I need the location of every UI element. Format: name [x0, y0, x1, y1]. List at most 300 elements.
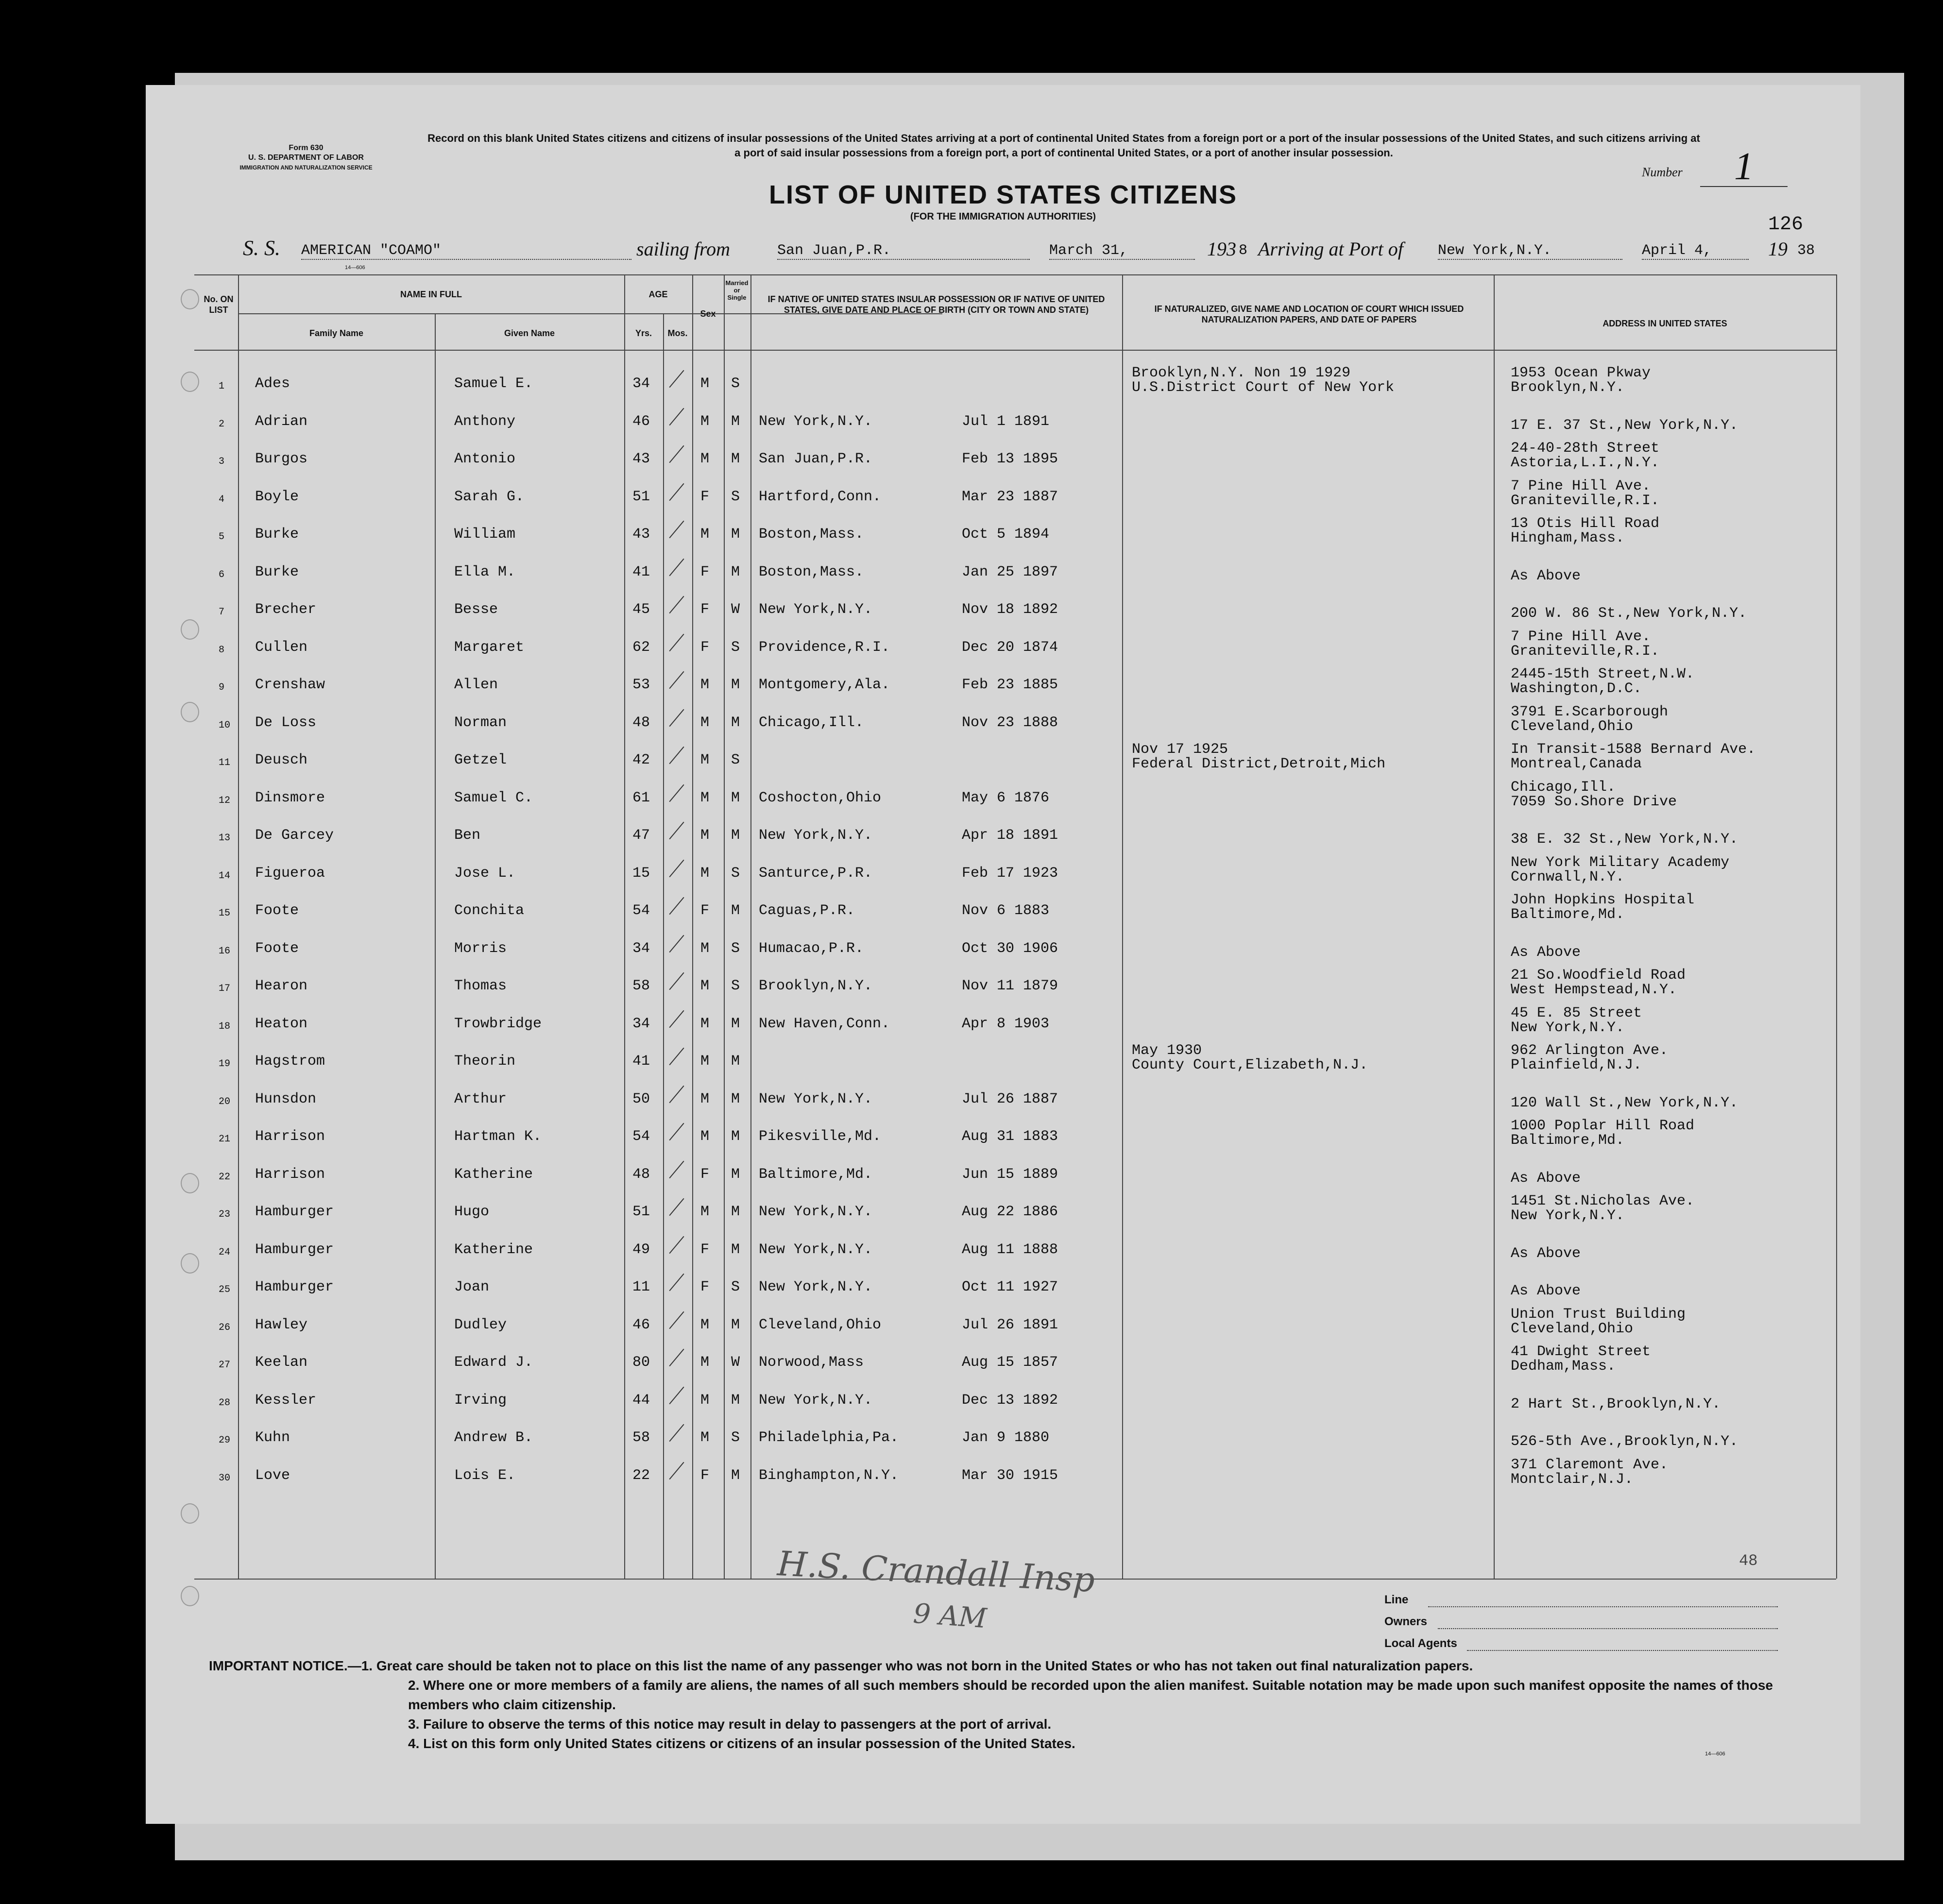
birthplace: Boston,Mass.	[759, 563, 864, 580]
birthplace: New York,N.Y.	[759, 1241, 873, 1258]
address-line-2: 200 W. 86 St.,New York,N.Y.	[1511, 605, 1747, 622]
months-tick-mark	[669, 1236, 684, 1254]
row-number: 6	[219, 569, 225, 580]
address-line-2: Cleveland,Ohio	[1511, 1320, 1634, 1337]
punch-hole	[181, 289, 199, 309]
birthplace: New York,N.Y.	[759, 1392, 873, 1409]
address-line-2: West Hempstead,N.Y.	[1511, 982, 1677, 998]
sex: F	[700, 1279, 710, 1295]
birthplace: Baltimore,Md.	[759, 1166, 873, 1183]
address-line-1: 7 Pine Hill Ave.	[1511, 477, 1651, 494]
birthdate: Oct 5 1894	[962, 526, 1050, 543]
sex: F	[700, 1241, 710, 1258]
birthplace: Pikesville,Md.	[759, 1128, 882, 1145]
address-line-2: New York,N.Y.	[1511, 1019, 1625, 1036]
months-tick-mark	[669, 521, 684, 539]
row-number: 18	[219, 1020, 231, 1032]
given-name: Conchita	[454, 902, 525, 919]
birthdate: Nov 11 1879	[962, 978, 1058, 994]
address-line-1: In Transit-1588 Bernard Ave.	[1511, 741, 1756, 758]
family-name: Keelan	[255, 1354, 308, 1371]
sex: F	[700, 639, 710, 656]
row-number: 21	[219, 1134, 231, 1145]
marital-status: M	[731, 1015, 740, 1032]
birthplace: Montgomery,Ala.	[759, 677, 890, 693]
birthdate: Feb 23 1885	[962, 677, 1058, 693]
address-line-2: Graniteville,R.I.	[1511, 643, 1660, 660]
age-years: 51	[632, 1204, 650, 1220]
sex: F	[700, 1467, 710, 1484]
naturalization-line-1: Nov 17 1925	[1132, 741, 1228, 758]
family-name: Kuhn	[255, 1429, 290, 1446]
months-tick-mark	[669, 972, 684, 990]
service: IMMIGRATION AND NATURALIZATION SERVICE	[239, 164, 373, 171]
birthdate: Aug 11 1888	[962, 1241, 1058, 1258]
birthdate: Feb 17 1923	[962, 865, 1058, 882]
family-name: Kessler	[255, 1392, 317, 1409]
family-name: Hamburger	[255, 1241, 334, 1258]
age-years: 58	[632, 978, 650, 994]
given-name: Ella M.	[454, 563, 516, 580]
address-line-1: 41 Dwight Street	[1511, 1343, 1651, 1360]
birthplace: Santurce,P.R.	[759, 865, 873, 882]
row-number: 27	[219, 1360, 231, 1371]
sex: M	[700, 1429, 710, 1446]
age-years: 50	[632, 1090, 650, 1107]
given-name: Besse	[454, 601, 498, 618]
marital-status: M	[731, 413, 740, 430]
notice-1: 1. Great care should be taken not to place on this list the name of any passenger who was not born in the United States or who has not taken out final naturalization papers.	[361, 1658, 1473, 1673]
age-years: 48	[632, 714, 650, 731]
address-line-2: As Above	[1511, 944, 1581, 961]
marital-status: M	[731, 827, 740, 844]
age-years: 43	[632, 451, 650, 467]
months-tick-mark	[669, 897, 684, 915]
row-number: 25	[219, 1284, 231, 1295]
months-tick-mark	[669, 935, 684, 952]
row-number: 4	[219, 493, 225, 505]
family-name: Burgos	[255, 451, 308, 467]
marital-status: M	[731, 563, 740, 580]
marital-status: M	[731, 1392, 740, 1409]
given-name: Hartman K.	[454, 1128, 542, 1145]
sex: M	[700, 1090, 710, 1107]
months-tick-mark	[669, 1311, 684, 1329]
birthdate: Jul 26 1887	[962, 1090, 1058, 1107]
birthdate: Aug 22 1886	[962, 1204, 1058, 1220]
months-tick-mark	[669, 1274, 684, 1292]
address-line-1: New York Military Academy	[1511, 854, 1730, 871]
marital-status: S	[731, 1279, 740, 1295]
sex: F	[700, 601, 710, 618]
age-years: 41	[632, 563, 650, 580]
age-years: 58	[632, 1429, 650, 1446]
owners-label: Owners	[1384, 1615, 1428, 1628]
manifest-sheet	[146, 85, 1860, 1824]
sex: F	[700, 563, 710, 580]
address-line-2: New York,N.Y.	[1511, 1207, 1625, 1224]
row-number: 22	[219, 1171, 231, 1183]
address-line-1: 1000 Poplar Hill Road	[1511, 1118, 1695, 1134]
sex: F	[700, 902, 710, 919]
address-line-2: As Above	[1511, 567, 1581, 584]
header-family-name: Family Name	[309, 328, 364, 338]
age-years: 47	[632, 827, 650, 844]
punch-hole	[181, 1253, 199, 1274]
row-number: 8	[219, 644, 225, 656]
address-line-1: 24-40-28th Street	[1511, 440, 1660, 457]
address-line-2: Montreal,Canada	[1511, 756, 1642, 772]
row-number: 12	[219, 795, 231, 806]
punch-hole	[181, 619, 199, 640]
birthdate: Jan 9 1880	[962, 1429, 1050, 1446]
punch-hole	[181, 702, 199, 722]
address-line-2: Astoria,L.I.,N.Y.	[1511, 455, 1660, 471]
marital-status: S	[731, 752, 740, 768]
birthdate: Jan 25 1897	[962, 563, 1058, 580]
birthplace: New York,N.Y.	[759, 1090, 873, 1107]
birthdate: Feb 13 1895	[962, 451, 1058, 467]
birthplace: Binghampton,N.Y.	[759, 1467, 899, 1484]
age-years: 22	[632, 1467, 650, 1484]
sex: M	[700, 526, 710, 543]
given-name: Andrew B.	[454, 1429, 533, 1446]
address-line-1: Union Trust Building	[1511, 1306, 1686, 1323]
birthplace: Brooklyn,N.Y.	[759, 978, 873, 994]
sex: M	[700, 1015, 710, 1032]
notice-4: 4. List on this form only United States citizens or citizens of an insular possession of the United States.	[408, 1736, 1075, 1751]
address-line-2: 38 E. 32 St.,New York,N.Y.	[1511, 831, 1738, 848]
birthplace: New Haven,Conn.	[759, 1015, 890, 1032]
months-tick-mark	[669, 633, 684, 651]
marital-status: M	[731, 1316, 740, 1333]
birthplace: New York,N.Y.	[759, 601, 873, 618]
address-line-2: Cleveland,Ohio	[1511, 718, 1634, 735]
address-line-2: Baltimore,Md.	[1511, 906, 1625, 923]
address-line-1: 13 Otis Hill Road	[1511, 515, 1660, 532]
given-name: Katherine	[454, 1166, 533, 1183]
age-years: 54	[632, 1128, 650, 1145]
birthdate: Oct 11 1927	[962, 1279, 1058, 1295]
address-line-2: As Above	[1511, 1245, 1581, 1262]
age-years: 53	[632, 677, 650, 693]
row-number: 23	[219, 1209, 231, 1220]
marital-status: S	[731, 940, 740, 957]
given-name: Arthur	[454, 1090, 507, 1107]
naturalization-line-2: U.S.District Court of New York	[1132, 379, 1395, 396]
given-name: Dudley	[454, 1316, 507, 1333]
months-tick-mark	[669, 596, 684, 614]
months-tick-mark	[669, 1123, 684, 1141]
marital-status: M	[731, 789, 740, 806]
age-years: 46	[632, 413, 650, 430]
family-name: Deusch	[255, 752, 308, 768]
birthplace: Coshocton,Ohio	[759, 789, 882, 806]
birthdate: Nov 6 1883	[962, 902, 1050, 919]
row-number: 13	[219, 833, 231, 844]
family-name: Hagstrom	[255, 1053, 325, 1070]
birthdate: Mar 30 1915	[962, 1467, 1058, 1484]
header-married-single: Married or Single	[725, 279, 749, 301]
birthplace: Philadelphia,Pa.	[759, 1429, 899, 1446]
address-line-1: John Hopkins Hospital	[1511, 892, 1695, 908]
months-tick-mark	[669, 1085, 684, 1103]
row-number: 14	[219, 870, 231, 882]
sex: M	[700, 1204, 710, 1220]
address-line-1: 21 So.Woodfield Road	[1511, 967, 1686, 984]
family-name: Boyle	[255, 488, 299, 505]
age-years: 46	[632, 1316, 650, 1333]
given-name: Antonio	[454, 451, 516, 467]
birthdate: Oct 30 1906	[962, 940, 1058, 957]
depart-date: March 31,	[1049, 242, 1195, 260]
given-name: William	[454, 526, 516, 543]
birthdate: Aug 31 1883	[962, 1128, 1058, 1145]
given-name: Joan	[454, 1279, 490, 1295]
address-line-2: As Above	[1511, 1170, 1581, 1187]
birthplace: Caguas,P.R.	[759, 902, 855, 919]
given-name: Irving	[454, 1392, 507, 1409]
age-years: 48	[632, 1166, 650, 1183]
marital-status: M	[731, 1166, 740, 1183]
given-name: Thomas	[454, 978, 507, 994]
months-tick-mark	[669, 1198, 684, 1216]
marital-status: S	[731, 978, 740, 994]
birthplace: Boston,Mass.	[759, 526, 864, 543]
family-name: Crenshaw	[255, 677, 325, 693]
family-name: Dinsmore	[255, 789, 325, 806]
age-years: 44	[632, 1392, 650, 1409]
punch-hole	[181, 1173, 199, 1193]
origin-port: San Juan,P.R.	[777, 242, 1030, 260]
marital-status: M	[731, 1053, 740, 1070]
given-name: Anthony	[454, 413, 516, 430]
months-tick-mark	[669, 1160, 684, 1178]
sex: F	[700, 1166, 710, 1183]
age-years: 34	[632, 1015, 650, 1032]
given-name: Jose L.	[454, 865, 516, 882]
inspector-signature: H.S. Crandall Insp	[776, 1543, 1096, 1600]
months-tick-mark	[669, 370, 684, 388]
family-name: Hunsdon	[255, 1090, 317, 1107]
address-line-1: 1953 Ocean Pkway	[1511, 365, 1651, 381]
marital-status: M	[731, 1090, 740, 1107]
address-line-2: Washington,D.C.	[1511, 680, 1642, 697]
row-number: 15	[219, 908, 231, 919]
months-tick-mark	[669, 1048, 684, 1066]
given-name: Lois E.	[454, 1467, 516, 1484]
address-line-1: Chicago,Ill.	[1511, 779, 1616, 796]
row-number: 16	[219, 945, 231, 957]
ship-name: AMERICAN "COAMO"	[301, 242, 631, 260]
months-tick-mark	[669, 1349, 684, 1367]
age-years: 49	[632, 1241, 650, 1258]
given-name: Edward J.	[454, 1354, 533, 1371]
birthplace: San Juan,P.R.	[759, 451, 873, 467]
punch-hole	[181, 1503, 199, 1524]
family-name: Hamburger	[255, 1204, 334, 1220]
age-years: 43	[632, 526, 650, 543]
voyage-line	[243, 236, 1826, 265]
form-number: Form 630	[289, 144, 324, 152]
print-code: 14—606	[345, 265, 365, 271]
marital-status: S	[731, 488, 740, 505]
birthplace: Providence,R.I.	[759, 639, 890, 656]
row-number: 2	[219, 418, 225, 430]
given-name: Margaret	[454, 639, 525, 656]
family-name: Harrison	[255, 1128, 325, 1145]
age-years: 11	[632, 1279, 650, 1295]
age-years: 80	[632, 1354, 650, 1371]
marital-status: M	[731, 1241, 740, 1258]
months-tick-mark	[669, 408, 684, 425]
sex: F	[700, 488, 710, 505]
address-line-2: Dedham,Mass.	[1511, 1358, 1616, 1375]
address-line-1: 7 Pine Hill Ave.	[1511, 628, 1651, 645]
birthplace: New York,N.Y.	[759, 1279, 873, 1295]
sex: M	[700, 978, 710, 994]
address-line-2: As Above	[1511, 1283, 1581, 1299]
header-birth: IF NATIVE OF UNITED STATES INSULAR POSSESSION OR IF NATIVE OF UNITED STATES, GIVE DATE AND PLACE OF BIRTH (CITY OR TOWN AND STATE)	[767, 294, 1105, 315]
given-name: Getzel	[454, 752, 507, 768]
naturalization-line-2: County Court,Elizabeth,N.J.	[1132, 1057, 1368, 1073]
marital-status: S	[731, 639, 740, 656]
row-number: 24	[219, 1246, 231, 1258]
address-line-1: 962 Arlington Ave.	[1511, 1042, 1669, 1059]
address-line-2: 120 Wall St.,New York,N.Y.	[1511, 1094, 1738, 1111]
address-line-1: 1451 St.Nicholas Ave.	[1511, 1193, 1695, 1209]
address-line-2: Hingham,Mass.	[1511, 530, 1625, 546]
naturalization-line-2: Federal District,Detroit,Mich	[1132, 756, 1386, 772]
marital-status: M	[731, 677, 740, 693]
ss-label: S. S.	[243, 236, 280, 260]
sailing-from-label: sailing from	[636, 238, 730, 260]
months-tick-mark	[669, 784, 684, 802]
sex: M	[700, 865, 710, 882]
row-number: 28	[219, 1397, 231, 1409]
given-name: Sarah G.	[454, 488, 525, 505]
family-name: De Garcey	[255, 827, 334, 844]
birthplace: Chicago,Ill.	[759, 714, 864, 731]
row-number: 7	[219, 607, 225, 618]
sex: M	[700, 1392, 710, 1409]
birthdate: May 6 1876	[962, 789, 1050, 806]
family-name: Harrison	[255, 1166, 325, 1183]
age-years: 61	[632, 789, 650, 806]
birthdate: Dec 13 1892	[962, 1392, 1058, 1409]
depart-year-suffix: 8	[1239, 242, 1248, 259]
family-name: Love	[255, 1467, 290, 1484]
family-name: Adrian	[255, 413, 308, 430]
arrive-date: April 4,	[1642, 242, 1749, 260]
birthplace: New York,N.Y.	[759, 413, 873, 430]
family-name: Foote	[255, 940, 299, 957]
row-number: 26	[219, 1322, 231, 1333]
months-tick-mark	[669, 1462, 684, 1479]
months-tick-mark	[669, 1010, 684, 1028]
instructions: Record on this blank United States citizens and citizens of insular possessions of the United States arriving at a port of continental United States from a foreign port or a port of the insular possessions of the United States, and such citizens arriving at a port of said insular possessions from a foreign port, a port of continental United States, or a port of another insular possession.	[427, 132, 1700, 159]
header-no-on-list: No. ON LIST	[204, 294, 234, 315]
family-name: Heaton	[255, 1015, 308, 1032]
sex: M	[700, 451, 710, 467]
birthdate: Jun 15 1889	[962, 1166, 1058, 1183]
notice-3: 3. Failure to observe the terms of this notice may result in delay to passengers at the port of arrival.	[408, 1717, 1052, 1732]
birthdate: Jul 26 1891	[962, 1316, 1058, 1333]
marital-status: M	[731, 1204, 740, 1220]
age-years: 51	[632, 488, 650, 505]
age-years: 34	[632, 375, 650, 392]
birthplace: Hartford,Conn.	[759, 488, 882, 505]
form-title: LIST OF UNITED STATES CITIZENS	[769, 180, 1237, 209]
age-years: 34	[632, 940, 650, 957]
address-line-2: Plainfield,N.J.	[1511, 1057, 1642, 1073]
months-tick-mark	[669, 822, 684, 840]
arrive-year-suffix: 38	[1797, 242, 1815, 259]
notice-title: IMPORTANT NOTICE.—	[209, 1658, 361, 1673]
row-number: 5	[219, 531, 225, 543]
naturalization-line-1: Brooklyn,N.Y. Non 19 1929	[1132, 365, 1351, 381]
months-tick-mark	[669, 1386, 684, 1404]
given-name: Hugo	[454, 1204, 490, 1220]
months-tick-mark	[669, 671, 684, 689]
family-name: De Loss	[255, 714, 317, 731]
arrival-port: New York,N.Y.	[1438, 242, 1622, 260]
birthdate: Jul 1 1891	[962, 413, 1050, 430]
row-number: 9	[219, 682, 225, 693]
row-number: 3	[219, 456, 225, 467]
punch-hole	[181, 372, 199, 392]
marital-status: M	[731, 526, 740, 543]
sex: M	[700, 827, 710, 844]
department: U. S. DEPARTMENT OF LABOR	[248, 153, 364, 162]
marital-status: M	[731, 902, 740, 919]
given-name: Katherine	[454, 1241, 533, 1258]
sex: M	[700, 789, 710, 806]
sex: M	[700, 752, 710, 768]
age-years: 41	[632, 1053, 650, 1070]
given-name: Samuel E.	[454, 375, 533, 392]
birthdate: Apr 8 1903	[962, 1015, 1050, 1032]
age-years: 42	[632, 752, 650, 768]
address-line-2: 7059 So.Shore Drive	[1511, 793, 1677, 810]
birthplace: New York,N.Y.	[759, 1204, 873, 1220]
address-line-2: Baltimore,Md.	[1511, 1132, 1625, 1149]
address-line-2: Graniteville,R.I.	[1511, 492, 1660, 509]
form-id	[185, 143, 427, 172]
birthdate: Mar 23 1887	[962, 488, 1058, 505]
header-given-name: Given Name	[504, 328, 555, 338]
depart-year-prefix: 193	[1207, 238, 1236, 260]
birthdate: Nov 23 1888	[962, 714, 1058, 731]
family-name: Brecher	[255, 601, 317, 618]
sex: M	[700, 714, 710, 731]
sex: M	[700, 677, 710, 693]
family-name: Burke	[255, 526, 299, 543]
birthdate: Apr 18 1891	[962, 827, 1058, 844]
given-name: Allen	[454, 677, 498, 693]
address-line-2: 17 E. 37 St.,New York,N.Y.	[1511, 417, 1738, 434]
number-value: 1	[1700, 147, 1788, 187]
marital-status: S	[731, 375, 740, 392]
sex: M	[700, 1354, 710, 1371]
row-number: 29	[219, 1435, 231, 1446]
months-tick-mark	[669, 747, 684, 765]
months-tick-mark	[669, 709, 684, 727]
given-name: Norman	[454, 714, 507, 731]
naturalization-line-1: May 1930	[1132, 1042, 1202, 1059]
header-address: ADDRESS IN UNITED STATES	[1602, 319, 1727, 328]
marital-status: W	[731, 601, 740, 618]
